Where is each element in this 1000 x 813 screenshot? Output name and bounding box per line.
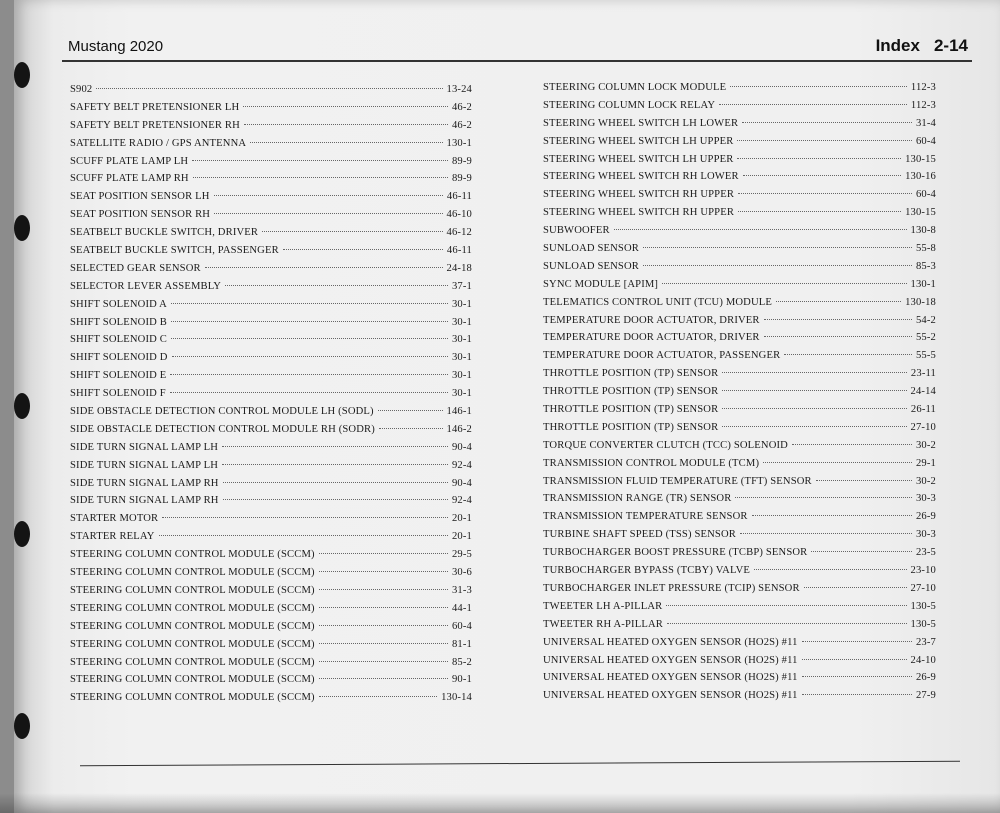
index-entry [543, 315, 936, 333]
entry-name: TRANSMISSION FLUID TEMPERATURE (TFT) SENSOR [543, 475, 812, 487]
dot-leader [171, 303, 448, 304]
entry-name: STEERING WHEEL SWITCH LH UPPER [543, 153, 734, 165]
entry-page: 90-4 [451, 441, 472, 453]
entry-name: TWEETER LH A-PILLAR [543, 600, 663, 612]
entry-page: 46-2 [451, 119, 472, 131]
header-section [876, 36, 968, 56]
entry-name: STEERING COLUMN CONTROL MODULE (SCCM) [70, 602, 315, 614]
entry-name: STEERING COLUMN CONTROL MODULE (SCCM) [70, 549, 315, 561]
index-entry [70, 120, 472, 138]
dot-leader [643, 265, 912, 266]
index-entry [543, 243, 936, 261]
dot-leader [802, 694, 912, 695]
index-entry [70, 603, 472, 621]
dot-leader [243, 106, 448, 107]
index-entry [543, 189, 936, 207]
index-entry [543, 655, 936, 673]
binder-hole [14, 521, 30, 547]
entry-page: 85-2 [451, 656, 472, 668]
dot-leader [223, 499, 448, 500]
dot-leader [740, 533, 912, 534]
index-entry [543, 225, 936, 243]
dot-leader [666, 605, 906, 606]
entry-name: SAFETY BELT PRETENSIONER LH [70, 101, 240, 113]
entry-name: TRANSMISSION CONTROL MODULE (TCM) [543, 457, 760, 469]
section-name: Index [875, 36, 920, 55]
dot-leader [319, 661, 448, 662]
index-entry [543, 637, 936, 655]
index-entry [70, 495, 472, 513]
entry-name: STARTER RELAY [70, 531, 155, 543]
dot-leader [752, 515, 912, 516]
entry-name: TORQUE CONVERTER CLUTCH (TCC) SOLENOID [543, 439, 788, 451]
entry-page: 89-9 [451, 173, 472, 185]
entry-name: SIDE TURN SIGNAL LAMP RH [70, 477, 219, 489]
dot-leader [171, 321, 448, 322]
index-entry [70, 370, 472, 388]
binder-hole [14, 215, 30, 241]
dot-leader [205, 267, 443, 268]
dot-leader [171, 338, 448, 339]
entry-page: 27-10 [910, 582, 936, 594]
entry-name: SIDE TURN SIGNAL LAMP LH [70, 441, 218, 453]
entry-page: 130-15 [905, 207, 936, 219]
dot-leader [262, 231, 442, 232]
entry-page: 30-6 [451, 567, 472, 579]
entry-name: SEAT POSITION SENSOR RH [70, 209, 211, 221]
entry-name: SUBWOOFER [543, 225, 610, 237]
dot-leader [170, 374, 448, 375]
index-column-left [70, 84, 472, 710]
entry-name: STEERING COLUMN CONTROL MODULE (SCCM) [70, 567, 315, 579]
index-entry [543, 511, 936, 529]
index-entry [543, 297, 936, 315]
entry-page: 29-1 [915, 457, 936, 469]
entry-page: 46-12 [446, 227, 472, 239]
manual-title: Mustang 2020 [68, 38, 164, 55]
entry-page: 26-11 [910, 404, 936, 416]
dot-leader [719, 104, 907, 105]
index-entry [70, 245, 472, 263]
index-entry [70, 442, 472, 460]
index-entry [543, 547, 936, 565]
entry-page: 46-11 [446, 191, 472, 203]
entry-page: 85-3 [915, 260, 936, 272]
entry-name: SIDE TURN SIGNAL LAMP LH [70, 459, 218, 471]
entry-page: 92-4 [451, 459, 472, 471]
entry-page: 30-1 [451, 298, 472, 310]
index-entry [70, 138, 472, 156]
index-entry [543, 279, 936, 297]
entry-page: 31-3 [451, 584, 472, 596]
index-entry [70, 191, 472, 209]
dot-leader [379, 428, 443, 429]
entry-name: THROTTLE POSITION (TP) SENSOR [543, 368, 719, 380]
index-entry [70, 334, 472, 352]
dot-leader [764, 336, 912, 337]
index-entry [543, 136, 936, 154]
index-entry [543, 82, 936, 100]
index-entry [543, 440, 936, 458]
entry-name: TEMPERATURE DOOR ACTUATOR, DRIVER [543, 332, 760, 344]
dot-leader [722, 408, 907, 409]
dot-leader [172, 356, 448, 357]
entry-page: 31-4 [915, 117, 936, 129]
index-entry [543, 171, 936, 189]
index-entry [543, 118, 936, 136]
entry-name: SELECTOR LEVER ASSEMBLY [70, 280, 222, 292]
index-entry [543, 368, 936, 386]
dot-leader [222, 464, 448, 465]
entry-page: 30-1 [451, 334, 472, 346]
index-entry [70, 549, 472, 567]
entry-page: 26-9 [915, 672, 936, 684]
entry-page: 23-10 [910, 565, 936, 577]
entry-page: 26-9 [915, 511, 936, 523]
dot-leader [192, 160, 448, 161]
entry-name: STEERING COLUMN CONTROL MODULE (SCCM) [70, 674, 315, 686]
entry-name: SATELLITE RADIO / GPS ANTENNA [70, 137, 247, 149]
entry-page: 30-3 [915, 493, 936, 505]
entry-name: SCUFF PLATE LAMP RH [70, 173, 189, 185]
entry-page: 27-9 [915, 690, 936, 702]
entry-page: 112-3 [910, 82, 936, 93]
entry-name: THROTTLE POSITION (TP) SENSOR [543, 386, 719, 398]
index-entry [70, 263, 472, 281]
index-entry [543, 529, 936, 547]
index-entry [543, 261, 936, 279]
index-entry [70, 227, 472, 245]
dot-leader [738, 193, 912, 194]
dot-leader [737, 158, 901, 159]
dot-leader [223, 482, 448, 483]
index-entry [70, 639, 472, 657]
dot-leader [170, 392, 448, 393]
entry-page: 30-1 [451, 352, 472, 364]
entry-page: 30-1 [451, 370, 472, 382]
entry-page: 130-5 [910, 600, 936, 612]
entry-name: S902 [70, 84, 93, 95]
dot-leader [764, 319, 912, 320]
dot-leader [319, 607, 448, 608]
dot-leader [742, 122, 912, 123]
index-entry [543, 601, 936, 619]
entry-name: STEERING COLUMN CONTROL MODULE (SCCM) [70, 638, 315, 650]
entry-name: TURBOCHARGER BOOST PRESSURE (TCBP) SENSOR [543, 547, 808, 559]
dot-leader [802, 676, 912, 677]
index-entry [70, 585, 472, 603]
dot-leader [319, 696, 437, 697]
entry-name: SUNLOAD SENSOR [543, 243, 639, 255]
entry-page: 23-7 [915, 636, 936, 648]
dot-leader [378, 410, 443, 411]
index-entry [70, 674, 472, 692]
dot-leader [738, 211, 901, 212]
entry-page: 23-11 [910, 368, 936, 380]
entry-page: 146-2 [446, 423, 472, 435]
entry-page: 30-2 [915, 475, 936, 487]
dot-leader [816, 480, 912, 481]
entry-page: 92-4 [451, 495, 472, 507]
index-entry [543, 100, 936, 118]
binder-hole [14, 393, 30, 419]
dot-leader [193, 177, 448, 178]
entry-page: 89-9 [451, 155, 472, 167]
entry-name: SEAT POSITION SENSOR LH [70, 191, 210, 203]
index-entry [70, 388, 472, 406]
entry-name: STEERING WHEEL SWITCH RH LOWER [543, 171, 739, 183]
entry-page: 130-16 [905, 171, 936, 183]
entry-name: STEERING WHEEL SWITCH LH LOWER [543, 117, 739, 129]
index-entry [543, 386, 936, 404]
entry-name: TURBINE SHAFT SPEED (TSS) SENSOR [543, 529, 736, 541]
index-entry [543, 154, 936, 172]
entry-page: 90-4 [451, 477, 472, 489]
entry-name: TRANSMISSION TEMPERATURE SENSOR [543, 511, 748, 523]
entry-name: SHIFT SOLENOID C [70, 334, 167, 346]
dot-leader [722, 372, 907, 373]
entry-name: STEERING WHEEL SWITCH LH UPPER [543, 135, 734, 147]
entry-page: 60-4 [451, 620, 472, 632]
entry-page: 30-3 [915, 529, 936, 541]
entry-name: TRANSMISSION RANGE (TR) SENSOR [543, 493, 732, 505]
dot-leader [722, 426, 906, 427]
dot-leader [319, 553, 448, 554]
dot-leader [743, 175, 901, 176]
index-entry [543, 583, 936, 601]
index-entry [543, 690, 936, 708]
entry-page: 37-1 [451, 280, 472, 292]
entry-name: SEATBELT BUCKLE SWITCH, PASSENGER [70, 245, 279, 257]
dot-leader [214, 213, 442, 214]
entry-name: THROTTLE POSITION (TP) SENSOR [543, 404, 719, 416]
entry-page: 24-14 [910, 386, 936, 398]
entry-name: STEERING COLUMN CONTROL MODULE (SCCM) [70, 584, 315, 596]
dot-leader [319, 625, 448, 626]
entry-name: SYNC MODULE [APIM] [543, 278, 659, 290]
entry-page: 81-1 [451, 638, 472, 650]
entry-page: 30-2 [915, 439, 936, 451]
dot-leader [722, 390, 906, 391]
entry-name: STARTER MOTOR [70, 513, 159, 525]
index-entry [70, 657, 472, 675]
entry-page: 24-18 [446, 262, 472, 274]
entry-name: SHIFT SOLENOID B [70, 316, 167, 328]
entry-name: SIDE OBSTACLE DETECTION CONTROL MODULE LH (SODL) [70, 406, 374, 418]
dot-leader [776, 301, 901, 302]
page-shadow [0, 793, 1000, 813]
entry-name: SEATBELT BUCKLE SWITCH, DRIVER [70, 227, 259, 239]
index-entry [70, 299, 472, 317]
index-entry [70, 173, 472, 191]
dot-leader [244, 124, 448, 125]
dot-leader [667, 623, 907, 624]
entry-page: 20-1 [451, 513, 472, 525]
entry-page: 46-10 [446, 209, 472, 221]
entry-page: 30-1 [451, 388, 472, 400]
entry-page: 146-1 [446, 406, 472, 418]
dot-leader [283, 249, 443, 250]
entry-page: 90-1 [451, 674, 472, 686]
index-entry [543, 350, 936, 368]
entry-name: SHIFT SOLENOID D [70, 352, 168, 364]
index-entry [70, 692, 472, 710]
entry-name: TWEETER RH A-PILLAR [543, 618, 663, 630]
entry-name: SCUFF PLATE LAMP LH [70, 155, 189, 167]
index-column-right [543, 82, 936, 708]
dot-leader [804, 587, 907, 588]
dot-leader [214, 195, 443, 196]
dot-leader [754, 569, 907, 570]
entry-name: TELEMATICS CONTROL UNIT (TCU) MODULE [543, 296, 773, 308]
entry-page: 29-5 [451, 549, 472, 561]
index-entry [70, 531, 472, 549]
index-entry [70, 84, 472, 102]
index-entry [70, 567, 472, 585]
dot-leader [662, 283, 906, 284]
entry-page: 55-5 [915, 350, 936, 362]
index-entry [543, 493, 936, 511]
index-entry [70, 460, 472, 478]
entry-name: STEERING COLUMN CONTROL MODULE (SCCM) [70, 620, 315, 632]
entry-page: 112-3 [910, 99, 936, 111]
dot-leader [802, 659, 907, 660]
dot-leader [784, 354, 912, 355]
entry-name: SUNLOAD SENSOR [543, 260, 639, 272]
entry-page: 46-11 [446, 245, 472, 257]
dot-leader [802, 641, 912, 642]
entry-name: SHIFT SOLENOID A [70, 298, 167, 310]
index-entry [543, 565, 936, 583]
dot-leader [730, 86, 907, 87]
entry-name: SIDE OBSTACLE DETECTION CONTROL MODULE RH (SODR) [70, 423, 375, 435]
dot-leader [643, 247, 912, 248]
index-entry [70, 352, 472, 370]
dot-leader [792, 444, 912, 445]
dot-leader [159, 535, 448, 536]
index-entry [543, 207, 936, 225]
entry-page: 20-1 [451, 531, 472, 543]
entry-page: 54-2 [915, 314, 936, 326]
dot-leader [162, 517, 448, 518]
entry-name: SHIFT SOLENOID E [70, 370, 167, 382]
index-entry [543, 672, 936, 690]
entry-name: TURBOCHARGER BYPASS (TCBY) VALVE [543, 565, 751, 577]
entry-name: STEERING COLUMN LOCK MODULE [543, 82, 727, 93]
entry-name: TEMPERATURE DOOR ACTUATOR, PASSENGER [543, 350, 781, 362]
index-entry [543, 422, 936, 440]
index-entry [70, 621, 472, 639]
index-entry [543, 332, 936, 350]
entry-page: 24-10 [910, 654, 936, 666]
entry-page: 30-1 [451, 316, 472, 328]
entry-name: STEERING COLUMN LOCK RELAY [543, 99, 716, 111]
entry-name: UNIVERSAL HEATED OXYGEN SENSOR (HO2S) #11 [543, 672, 798, 684]
entry-name: SHIFT SOLENOID F [70, 388, 166, 400]
entry-name: STEERING WHEEL SWITCH RH UPPER [543, 189, 735, 201]
entry-name: THROTTLE POSITION (TP) SENSOR [543, 421, 719, 433]
dot-leader [319, 678, 448, 679]
dot-leader [763, 462, 912, 463]
entry-name: STEERING WHEEL SWITCH RH UPPER [543, 207, 735, 219]
dot-leader [735, 497, 912, 498]
entry-page: 60-4 [915, 189, 936, 201]
dot-leader [737, 140, 911, 141]
index-entry [70, 513, 472, 531]
entry-page: 46-2 [451, 101, 472, 113]
dot-leader [319, 589, 448, 590]
index-entry [70, 478, 472, 496]
entry-name: TEMPERATURE DOOR ACTUATOR, DRIVER [543, 314, 760, 326]
entry-page: 13-24 [446, 84, 472, 95]
entry-name: STEERING COLUMN CONTROL MODULE (SCCM) [70, 656, 315, 668]
index-entry [70, 424, 472, 442]
index-entry [543, 619, 936, 637]
entry-page: 27-10 [910, 421, 936, 433]
entry-page: 44-1 [451, 602, 472, 614]
dot-leader [225, 285, 448, 286]
entry-name: UNIVERSAL HEATED OXYGEN SENSOR (HO2S) #11 [543, 636, 798, 648]
entry-page: 23-5 [915, 547, 936, 559]
index-entry [543, 476, 936, 494]
dot-leader [811, 551, 912, 552]
entry-page: 130-1 [910, 278, 936, 290]
entry-name: UNIVERSAL HEATED OXYGEN SENSOR (HO2S) #11 [543, 690, 798, 702]
binder-hole [14, 62, 30, 88]
index-entry [70, 102, 472, 120]
dot-leader [96, 88, 442, 89]
entry-page: 130-18 [905, 296, 936, 308]
entry-name: SIDE TURN SIGNAL LAMP RH [70, 495, 219, 507]
header-divider [62, 60, 972, 62]
index-entry [70, 317, 472, 335]
dot-leader [614, 229, 907, 230]
entry-page: 130-8 [910, 225, 936, 237]
page-number: 2-14 [933, 36, 968, 55]
dot-leader [222, 446, 448, 447]
index-entry [70, 209, 472, 227]
entry-page: 130-1 [446, 137, 472, 149]
index-entry [70, 281, 472, 299]
entry-page: 130-5 [910, 618, 936, 630]
dot-leader [319, 571, 448, 572]
entry-page: 55-2 [915, 332, 936, 344]
entry-page: 130-14 [441, 692, 472, 704]
index-entry [70, 406, 472, 424]
entry-page: 60-4 [915, 135, 936, 147]
dot-leader [250, 142, 442, 143]
dot-leader [319, 643, 448, 644]
entry-name: STEERING COLUMN CONTROL MODULE (SCCM) [70, 692, 315, 704]
entry-name: SAFETY BELT PRETENSIONER RH [70, 119, 240, 131]
entry-page: 55-8 [915, 243, 936, 255]
index-entry [543, 458, 936, 476]
entry-page: 130-15 [905, 153, 936, 165]
index-entry [70, 156, 472, 174]
index-entry [543, 404, 936, 422]
entry-name: UNIVERSAL HEATED OXYGEN SENSOR (HO2S) #11 [543, 654, 798, 666]
binder-hole [14, 713, 30, 739]
entry-name: SELECTED GEAR SENSOR [70, 262, 201, 274]
entry-name: TURBOCHARGER INLET PRESSURE (TCIP) SENSOR [543, 582, 800, 594]
